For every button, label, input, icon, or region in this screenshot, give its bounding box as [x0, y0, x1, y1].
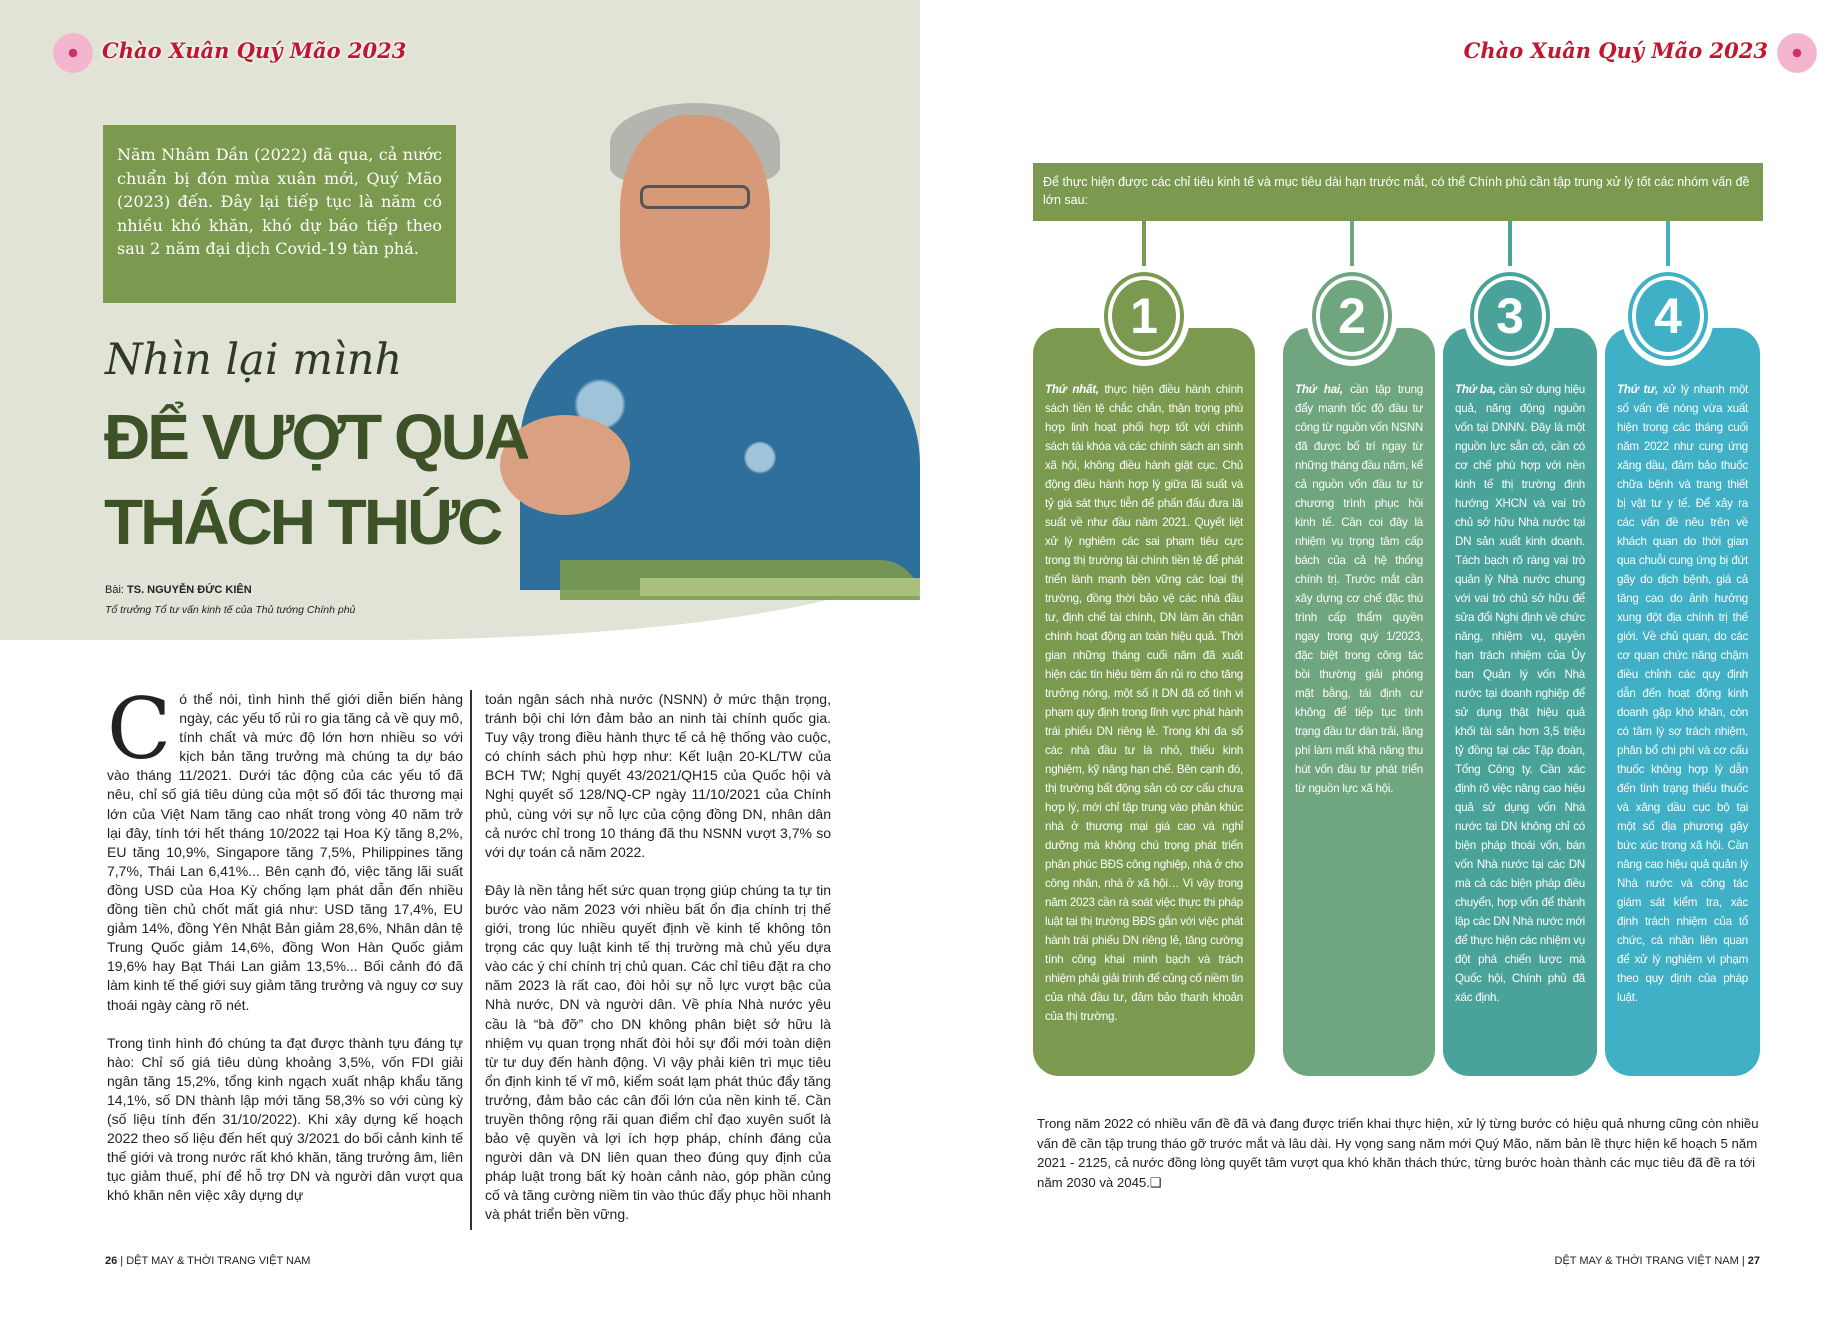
title-line-1: Nhìn lại mình	[105, 335, 403, 385]
card-text: xử lý nhanh một số vấn đề nóng vừa xuất hiện trong các tháng cuối năm 2022 như cung ứng xăng dầu, đảm bảo thuốc chữa bệnh và trang thiết bị vật tư y tế. Để xảy ra các vấn đề nêu trên về khách quan do thời gian qua chuỗi cung ứng bị đứt gãy do dịch bệnh, giá cả tăng cao do ảnh hưởng xung đột địa chính trị thế giới. Về chủ quan, do các cơ quan chức năng chậm điều chỉnh các quy định dẫn đến hoạt động kinh doanh gặp khó khăn, còn có tâm lý sợ trách nhiệm, phân bổ chi phí và cơ cấu thuốc không hợp lý dẫn đến tình trạng thiếu thuốc và xăng dầu cục bộ tại một số địa phương gây bức xúc trong xã hội. Cần nâng cao hiệu quả quản lý Nhà nước và công tác giám sát kiểm tra, xác định trách nhiệm của tổ chức, cá nhân liên quan để xử lý nghiêm vi phạm theo quy định của pháp luật.	[1617, 383, 1748, 1004]
connector-line	[1350, 221, 1354, 271]
blossom-icon	[50, 30, 96, 76]
paragraph-4: Đây là nền tảng hết sức quan trọng giúp chúng ta tự tin bước vào năm 2023 với nhiều bất ổn địa chính trị thế giới, trong lúc nhiều quyết định về kinh tế không tôn trọng các quy luật kinh tế thị trường mà chủ yếu dựa vào các ý chí chính trị chủ quan. Các chỉ tiêu đặt ra cho năm 2023 là rất cao, đòi hỏi sự nỗ lực vượt bậc của Nhà nước, DN và người dân. Về phía Nhà nước yêu cầu là “bà đỡ” cho DN không phân biệt sở hữu là nhiệm vụ quan trọng nhất đòi hỏi sự đổi mới toàn diện từ tư duy đến hành động. Vì vậy phải kiên trì mục tiêu ổn định kinh tế vĩ mô, kiểm soát lạm phát thúc đẩy tăng trưởng, đảm bảo các cân đối lớn của nền kinh tế. Cần truyền thông rộng rãi quan điểm chỉ đạo xuyên suốt là bảo vệ quyền và lợi ích hợp pháp, chính đáng của người dân và DN liên quan theo đúng quy định của pháp luật trong bất kỳ hoàn cảnh nào, góp phần củng cố và tăng cường niềm tin vào thúc đẩy phục hồi nhanh và phát triển bền vững.	[485, 881, 831, 1223]
card-lead: Thứ tư,	[1617, 383, 1659, 396]
byline	[105, 584, 252, 596]
drop-cap: C	[107, 680, 172, 778]
number-badge-1	[1098, 266, 1190, 366]
author-name: TS. NGUYỄN ĐỨC KIÊN	[127, 584, 252, 596]
card-text: cần tập trung đẩy mạnh tốc độ đầu tư công từ nguồn vốn NSNN đã được bố trí ngay từ những tháng đầu năm, kể cả nguồn vốn đầu tư từ chương trình phục hồi kinh tế. Cần coi đây là nhiệm vụ trọng tâm cấp bách của cả hệ thống chính trị. Trước mắt cần xây dựng cơ chế đặc thù trình cấp thẩm quyền ngay trong quý 1/2023, đặc biệt trong công tác bồi thường giải phóng mặt bằng, tái định cư không để tiếp tục tình trạng đầu tư dàn trải, lãng phí làm mất khả năng thu hút vốn đầu tư phát triển từ nguồn lực xã hội.	[1295, 383, 1423, 795]
title-line-3: THÁCH THỨC	[104, 486, 501, 558]
point-card-2	[1283, 328, 1435, 1076]
card-lead: Thứ nhất,	[1045, 383, 1099, 396]
badge-number: 3	[1478, 280, 1542, 352]
number-badge-3	[1464, 266, 1556, 366]
connector-line	[1142, 221, 1146, 271]
badge-number: 2	[1320, 280, 1384, 352]
page-number: 27	[1747, 1255, 1760, 1267]
point-card-1	[1033, 328, 1255, 1076]
author-role: Tổ trưởng Tổ tư vấn kinh tế của Thủ tướng Chính phủ	[105, 604, 356, 616]
connector-line	[1508, 221, 1512, 271]
card-text: cần sử dụng hiệu quả, năng động nguồn vốn tại DNNN. Đây là một nguồn lực sẵn có, cần có cơ chế phù hợp với nền kinh tế thị trường định hướng XHCN và vai trò chủ sở hữu Nhà nước tại DN sản xuất kinh doanh. Tách bạch rõ ràng vai trò quản lý Nhà nước chung với vai trò chủ sở hữu để sửa đổi Nghị định về chức năng, nhiệm vụ, quyền hạn trách nhiệm của Ủy ban Quản lý vốn Nhà nước tại doanh nghiệp để sử dụng thật hiệu quả khối tài sản hơn 3,5 triệu tỷ đồng tại các Tập đoàn, Tổng Công ty. Cần xác định rõ việc nâng cao hiệu quả sử dụng vốn Nhà nước tại DN không chỉ có biện pháp thoái vốn, bán vốn Nhà nước tại các DN mà cả các biện pháp điều chuyển, hợp vốn để thành lập các DN Nhà nước mới để thực hiện các nhiệm vụ đột phá chiến lược mà Quốc hội, Chính phủ đã xác định.	[1455, 383, 1585, 1004]
paragraph-2: Trong tình hình đó chúng ta đạt được thành tựu đáng tự hào: Chỉ số giá tiêu dùng khoảng 3,5%, vốn FDI giải ngân tăng 15,2%, tổng kinh ngạch xuất nhập khẩu tăng 14,1%, số DN thành lập mới tăng 58,3% so với cùng kỳ (số liệu tính đến 31/10/2022). Khi xây dựng kế hoạch 2022 theo số liệu đến hết quý 3/2021 do bối cảnh kinh tế thế giới và trong nước rất khó khăn, tăng trưởng âm, liên tục giảm thuế, phí để hỗ trợ DN và người dân vượt qua khó khăn nên việc xây dựng dự	[107, 1034, 463, 1204]
magazine-name: | DỆT MAY & THỜI TRANG VIỆT NAM	[117, 1255, 311, 1267]
badge-number: 1	[1112, 280, 1176, 352]
glasses-shape	[640, 185, 750, 209]
byline-prefix: Bài:	[105, 584, 128, 596]
paragraph-1-text: ó thể nói, tình hình thế giới diễn biến hàng ngày, các yếu tố rủi ro gia tăng cả về quy mô, tính chất và mức độ lớn hơn nhiều so với kịch bản tăng trưởng mà chúng ta dự báo vào tháng 11/2021. Dưới tác động của các yếu tố đã nêu, chỉ số giá tiêu dùng của một số đối tác thương mại lớn của Việt Nam tăng cao nhất trong vòng 40 năm trở lại đây, tính tới hết tháng 10/2022 tại Hoa Kỳ tăng 8,2%, EU tăng 10,9%, Singapore tăng 7,5%, Philippines tăng 7,7%, Thái Lan 6,41%... Bên cạnh đó, việc tăng lãi suất đồng USD của Hoa Kỳ chống lạm phát dẫn đến nhiều đồng tiền chủ chốt mất giá như: USD tăng 17,4%, EU giảm 14%, đồng Yên Nhật Bản giảm 28,6%, Nhân dân tệ Trung Quốc giảm 14,6%, đồng Won Hàn Quốc giảm 19,6% hay Bạt Thái Lan giảm 13,5%... Bối cảnh đó đã làm kinh tế thế giới suy giảm tăng trưởng và nguy cơ suy thoái ngày càng rõ nét.	[107, 691, 463, 1013]
section-header-right: Chào Xuân Quý Mão 2023	[1463, 38, 1768, 63]
column-divider	[470, 690, 472, 1230]
intro-box: Năm Nhâm Dần (2022) đã qua, cả nước chuẩn bị đón mùa xuân mới, Quý Mão (2023) đến. Đây lại tiếp tục là năm có nhiều khó khăn, khó dự báo tiếp theo sau 2 năm đại dịch Covid-19 tàn phá.	[103, 125, 456, 303]
paragraph-3: toán ngân sách nhà nước (NSNN) ở mức thận trọng, tránh bội chi lớn đảm bảo an ninh tài chính quốc gia. Tuy vậy trong điều hành thực tế cả hệ thống vào cuộc, có chính sách phù hợp như: Kết luận 20-KL/TW của BCH TW; Nghị quyết 43/2021/QH15 của Quốc hội và Nghị quyết số 128/NQ-CP ngày 11/10/2021 của Chính phủ, cùng với sự nỗ lực của cộng đồng DN, nhân dân cả nước chỉ trong 10 tháng đã thu NSNN vượt 3,7% so với dự toán cả năm 2022.	[485, 691, 831, 860]
footer-right	[1555, 1255, 1760, 1267]
footer-left	[105, 1255, 310, 1267]
point-card-4	[1605, 328, 1760, 1076]
blossom-icon	[1774, 30, 1820, 76]
number-badge-2	[1306, 266, 1398, 366]
page-number: 26	[105, 1255, 118, 1267]
paragraph-1	[107, 680, 463, 1015]
closing-paragraph: Trong năm 2022 có nhiều vấn đề đã và đang được triển khai thực hiện, xử lý từng bước có hiệu quả nhưng cũng còn nhiều vấn đề cần tập trung tháo gỡ trước mắt và lâu dài. Hy vọng sang năm mới Quý Mão, năm bản lề thực hiện kế hoạch 5 năm 2021 - 2125, cả nước đồng lòng quyết tâm vượt qua khó khăn thách thức, từng bước hoàn thành các mục tiêu đã đề ra tới năm 2030 và 2045.❑	[1037, 1116, 1759, 1190]
card-lead: Thứ hai,	[1295, 383, 1343, 396]
section-header: Chào Xuân Quý Mão 2023	[102, 38, 407, 63]
card-lead: Thứ ba,	[1455, 383, 1496, 396]
badge-number: 4	[1636, 280, 1700, 352]
head-shape	[620, 115, 770, 325]
title-line-2: ĐỂ VƯỢT QUA	[104, 401, 528, 473]
point-card-3	[1443, 328, 1597, 1076]
number-badge-4	[1622, 266, 1714, 366]
author-photo	[500, 95, 920, 590]
connector-line	[1666, 221, 1670, 271]
light-swoosh	[640, 578, 920, 596]
magazine-name: DỆT MAY & THỜI TRANG VIỆT NAM |	[1554, 1255, 1748, 1267]
article-column-1	[107, 680, 463, 1224]
article-column-2	[485, 690, 831, 1244]
sidebar-banner: Để thực hiện được các chỉ tiêu kinh tế và mục tiêu dài hạn trước mắt, có thể Chính phủ cần tập trung xử lý tốt các nhóm vấn đề lớn sau:	[1033, 163, 1763, 221]
card-text: thực hiện điều hành chính sách tiền tệ chắc chắn, thận trọng phù hợp linh hoạt phối hợp tốt với chính sách tài khóa và các chính sách an sinh xã hội, không điều hành giật cục. Chủ động điều hành hợp lý giữa lãi suất và tỷ giá sát thực tiễn để phấn đấu đưa lãi suất về như đầu năm 2021. Quyết liệt xử lý nghiêm các sai phạm tiêu cực trong thị trường tài chính tiền tệ để phát triển lành mạnh bền vững các loại thị trường, đồng thời bảo vệ các nhà đầu tư, định chế tài chính, DN làm ăn chân chính hoạt động an toàn hiệu quả. Thời gian những tháng cuối năm đã xuất hiện các tín hiệu tiềm ẩn rủi ro cho tăng trưởng nóng, một số ít DN đã cố tình vi phạm quy định trong lĩnh vực phát hành trái phiếu DN riêng lẻ. Trong khi đa số các nhà đầu tư là nhỏ, thiếu kinh nghiệm, kỹ năng hạn chế. Bên cạnh đó, thị trường bất động sản có cơ cấu chưa hợp lý, mới chỉ tập trung vào phân khúc nhà ở thương mại giá cao và nghỉ dưỡng mà không chú trọng phát triển phân phúc BĐS công nghiệp, nhà ở cho công nhân, nhà ở xã hội… Vì vậy trong năm 2023 cần rà soát việc thực thi pháp luật tại thị trường BĐS gắn với việc phát hành trái phiếu DN riêng lẻ, tăng cường tính công khai minh bạch và trách nhiệm phải giải trình để củng cố niềm tin của nhà đầu tư, đảm bảo thanh khoản của thị trường.	[1045, 383, 1244, 1023]
